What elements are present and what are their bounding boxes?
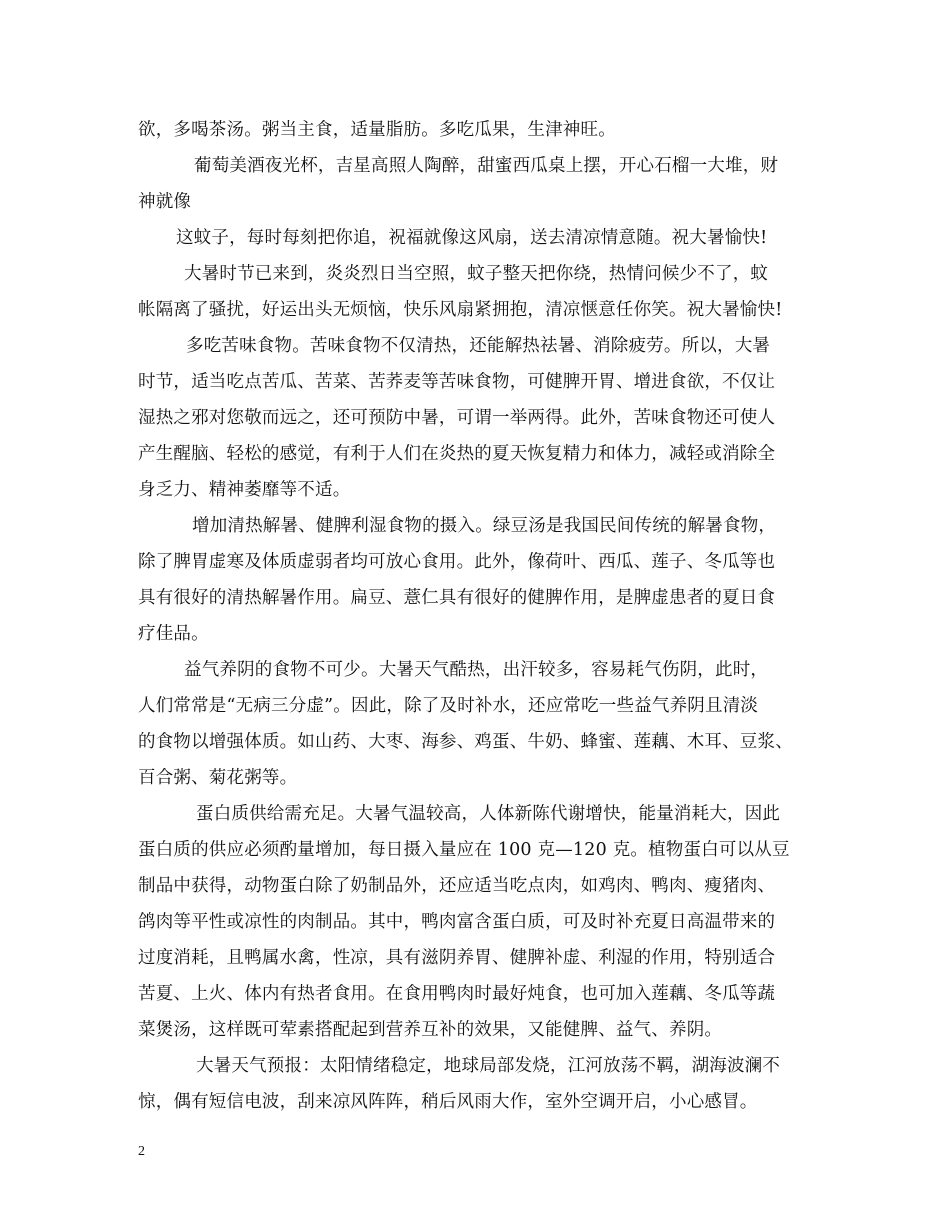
text-line: 这蚊子，每时每刻把你追，祝福就像这风扇，送去清凉情意随。祝大暑愉快!	[176, 228, 768, 248]
text-line: 湿热之邪对您敬而远之，还可预防中暑，可谓一举两得。此外，苦味食物还可使人	[138, 408, 776, 428]
page-number: 2	[138, 1144, 145, 1159]
text-line: 欲，多喝茶汤。粥当主食，适量脂肪。多吃瓜果，生津神旺。	[138, 120, 616, 140]
text-line: 人们常常是“无病三分虚”。因此，除了及时补水，还应常吃一些益气养阴且清淡	[138, 696, 759, 716]
text-line: 葡萄美酒夜光杯，吉星高照人陶醉，甜蜜西瓜桌上摆，开心石榴一大堆，财	[194, 156, 779, 176]
text-line: 大暑时节已来到，炎炎烈日当空照，蚊子整天把你绕，热情问候少不了，蚊	[184, 264, 769, 284]
text-line: 神就像	[138, 192, 192, 212]
text-line: 增加清热解暑、健脾利湿食物的摄入。绿豆汤是我国民间传统的解暑食物，	[192, 516, 777, 536]
text-line: 苦夏、上火、体内有热者食用。在食用鸭肉时最好炖食，也可加入莲藕、冬瓜等蔬	[138, 984, 776, 1004]
text-line: 益气养阴的食物不可少。大暑天气酷热，出汗较多，容易耗气伤阴，此时，	[184, 660, 769, 680]
text-line: 制品中获得，动物蛋白除了奶制品外，还应适当吃点肉，如鸡肉、鸭肉、瘦猪肉、	[138, 876, 776, 896]
text-line: 大暑天气预报：太阳情绪稳定，地球局部发烧，江河放荡不羁，湖海波澜不	[196, 1056, 781, 1076]
text-line: 帐隔离了骚扰，好运出头无烦恼，快乐风扇紧拥抱，清凉惬意任你笑。祝大暑愉快!	[138, 300, 783, 320]
text-line: 的食物以增强体质。如山药、大枣、海参、鸡蛋、牛奶、蜂蜜、莲藕、木耳、豆浆、	[138, 732, 793, 752]
text-line: 具有很好的清热解暑作用。扁豆、薏仁具有很好的健脾作用，是脾虚患者的夏日食	[138, 588, 776, 608]
text-line: 时节，适当吃点苦瓜、苦菜、苦荞麦等苦味食物，可健脾开胃、增进食欲，不仅让	[138, 372, 776, 392]
text-line: 菜煲汤，这样既可荤素搭配起到营养互补的效果，又能健脾、益气、养阴。	[138, 1020, 723, 1040]
text-line: 除了脾胃虚寒及体质虚弱者均可放心食用。此外，像荷叶、西瓜、莲子、冬瓜等也	[138, 552, 776, 572]
text-line: 百合粥、菊花粥等。	[138, 768, 298, 788]
text-line: 鸽肉等平性或凉性的肉制品。其中，鸭肉富含蛋白质，可及时补充夏日高温带来的	[138, 912, 776, 932]
text-line: 产生醒脑、轻松的感觉，有利于人们在炎热的夏天恢复精力和体力，减轻或消除全	[138, 444, 776, 464]
text-line: 惊，偶有短信电波，刮来凉风阵阵，稍后风雨大作，室外空调开启，小心感冒。	[138, 1092, 758, 1112]
text-line: 多吃苦味食物。苦味食物不仅清热，还能解热祛暑、消除疲劳。所以，大暑	[186, 336, 771, 356]
text-line: 蛋白质的供应必须酌量增加，每日摄入量应在 100 克—120 克。植物蛋白可以从豆	[138, 840, 790, 860]
text-line: 蛋白质供给需充足。大暑气温较高，人体新陈代谢增快，能量消耗大，因此	[196, 804, 781, 824]
text-line: 身乏力、精神萎靡等不适。	[138, 480, 351, 500]
text-line: 过度消耗，且鸭属水禽，性凉，具有滋阴养胃、健脾补虚、利湿的作用，特别适合	[138, 948, 776, 968]
text-line: 疗佳品。	[138, 624, 209, 644]
